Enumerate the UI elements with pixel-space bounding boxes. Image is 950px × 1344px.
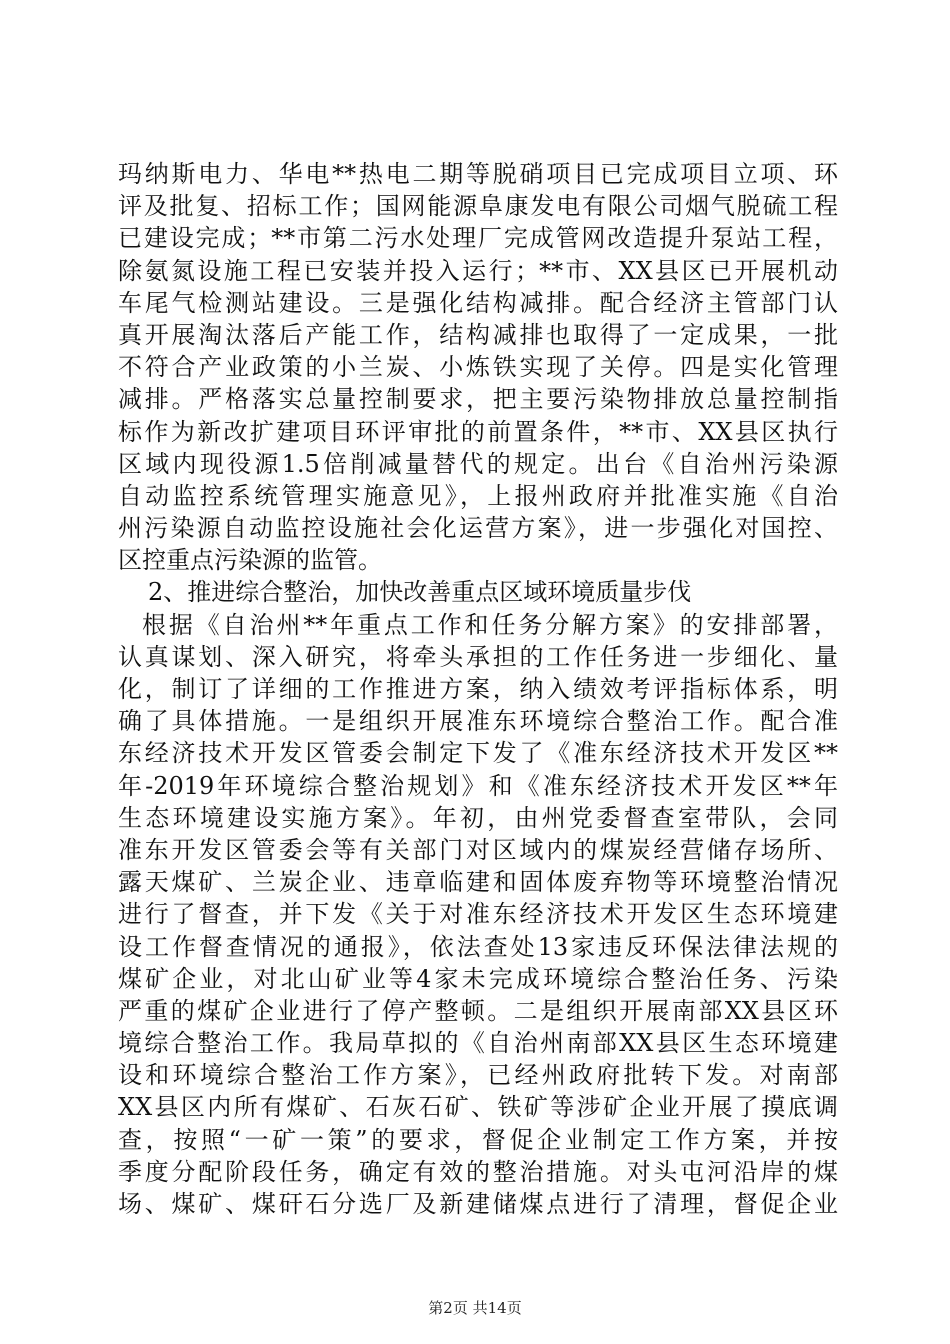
- text-line: 确了具体措施。一是组织开展准东环境综合整治工作。配合准: [118, 707, 838, 736]
- text-line: 设和环境综合整治工作方案》，已经州政府批转下发。对南部: [118, 1061, 838, 1090]
- text-line: 自动监控系统管理实施意见》，上报州政府并批准实施《自治: [118, 481, 838, 510]
- text-line: 查，按照“一矿一策”的要求，督促企业制定工作方案，并按: [118, 1125, 838, 1154]
- text-line: 不符合产业政策的小兰炭、小炼铁实现了关停。四是实化管理: [118, 353, 838, 382]
- text-line: 生态环境建设实施方案》。年初，由州党委督查室带队，会同: [118, 803, 838, 832]
- text-line: 标作为新改扩建项目环评审批的前置条件，**市、XX县区执行: [118, 417, 838, 446]
- text-line: 设工作督查情况的通报》，依法查处13家违反环保法律法规的: [118, 932, 838, 961]
- text-line: XX县区内所有煤矿、石灰石矿、铁矿等涉矿企业开展了摸底调: [118, 1093, 838, 1122]
- text-line: 东经济技术开发区管委会制定下发了《准东经济技术开发区**: [118, 739, 838, 768]
- document-body: [118, 158, 838, 1220]
- text-line: 区控重点污染源的监管。: [118, 546, 382, 575]
- text-line: 评及批复、招标工作；国网能源阜康发电有限公司烟气脱硫工程: [118, 192, 838, 221]
- text-line: 认真谋划、深入研究，将牵头承担的工作任务进一步细化、量: [118, 642, 838, 671]
- text-line: 季度分配阶段任务，确定有效的整治措施。对头屯河沿岸的煤: [118, 1157, 838, 1186]
- text-line: 区域内现役源1.5倍削减量替代的规定。出台《自治州污染源: [118, 449, 838, 478]
- text-line: 已建设完成；**市第二污水处理厂完成管网改造提升泵站工程，: [118, 224, 838, 253]
- text-line: 减排。严格落实总量控制要求，把主要污染物排放总量控制指: [118, 385, 838, 414]
- text-line: 煤矿企业，对北山矿业等4家未完成环境综合整治任务、污染: [118, 964, 838, 993]
- text-line: 境综合整治工作。我局草拟的《自治州南部XX县区生态环境建: [118, 1029, 838, 1058]
- text-line: 化，制订了详细的工作推进方案，纳入绩效考评指标体系，明: [118, 675, 838, 703]
- text-line: 进行了督查，并下发《关于对准东经济技术开发区生态环境建: [118, 900, 838, 929]
- page-footer: [0, 1298, 950, 1318]
- text-line: 根据《自治州**年重点工作和任务分解方案》的安排部署，: [142, 610, 838, 639]
- text-line: 准东开发区管委会等有关部门对区域内的煤炭经营储存场所、: [118, 835, 838, 864]
- text-line: 玛纳斯电力、华电**热电二期等脱硝项目已完成项目立项、环: [118, 160, 838, 188]
- text-line: 年-2019年环境综合整治规划》和《准东经济技术开发区**年: [118, 771, 838, 800]
- page-number: 第2页 共14页: [428, 1299, 522, 1317]
- text-line: 真开展淘汰落后产能工作，结构减排也取得了一定成果，一批: [118, 320, 838, 349]
- text-line: 除氨氮设施工程已安装并投入运行；**市、XX县区已开展机动: [118, 256, 838, 285]
- text-line: 严重的煤矿企业进行了停产整顿。二是组织开展南部XX县区环: [118, 996, 838, 1025]
- text-line: 车尾气检测站建设。三是强化结构减排。配合经济主管部门认: [118, 288, 838, 317]
- text-line: 露天煤矿、兰炭企业、违章临建和固体废弃物等环境整治情况: [118, 868, 838, 897]
- text-line: 场、煤矿、煤矸石分选厂及新建储煤点进行了清理，督促企业: [118, 1190, 838, 1218]
- section-heading: 2、推进综合整治，加快改善重点区域环境质量步伐: [148, 578, 692, 607]
- text-line: 州污染源自动监控设施社会化运营方案》，进一步强化对国控、: [118, 514, 838, 543]
